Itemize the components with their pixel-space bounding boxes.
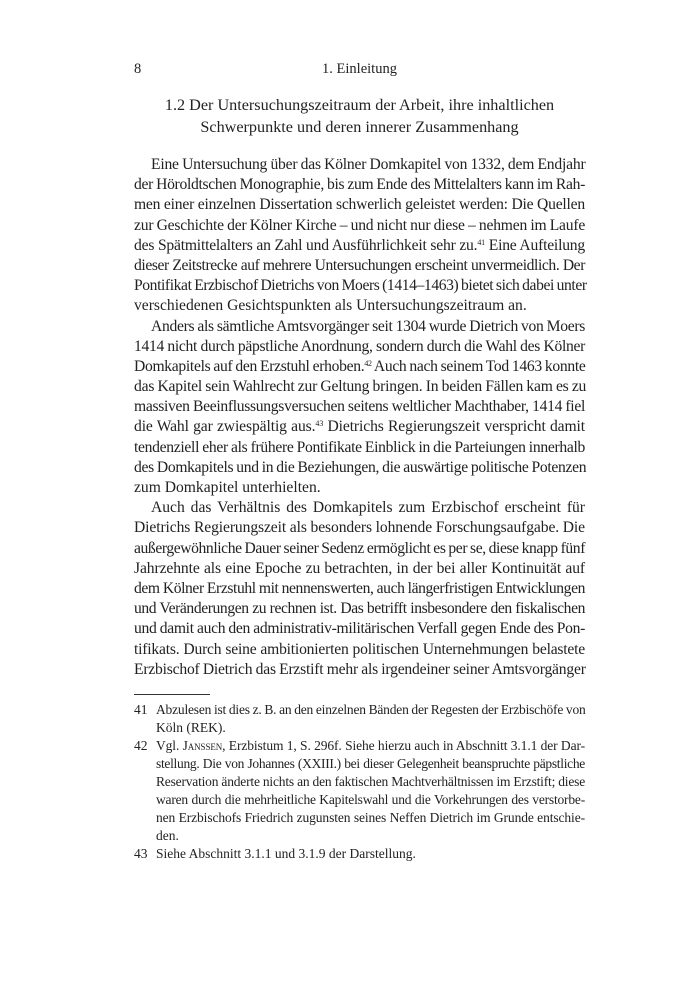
footnote-body bbox=[156, 737, 585, 845]
text-line: dieser Zeitstrecke auf mehrere Untersuchungen erscheint unvermeidlich. Der bbox=[134, 256, 585, 274]
text-segment: Eine Aufteilung bbox=[484, 236, 585, 254]
footnote-line: den. bbox=[156, 827, 179, 843]
text-line: Auch das Verhältnis des Domkapitels zum Erzbischof erscheint für bbox=[151, 499, 585, 517]
footnote-41 bbox=[134, 701, 585, 737]
section-heading-line: 1.2 Der Untersuchungszeitraum der Arbeit, ihre inhaltlichen bbox=[164, 96, 555, 114]
footnote-43 bbox=[134, 845, 585, 863]
text-line: Pontifikat Erzbischof Dietrichs von Moers (1414–1463) bietet sich dabei unter bbox=[134, 277, 587, 295]
text-line: und Veränderungen zu rechnen ist. Das betrifft insbesondere den fiskalischen bbox=[134, 600, 585, 618]
text-line: das Kapitel sein Wahlrecht zur Geltung bringen. In beiden Fällen kam es zu bbox=[134, 378, 587, 396]
footnote-line: Siehe Abschnitt 3.1.1 und 3.1.9 der Darstellung. bbox=[156, 845, 416, 861]
text-segment: Auch nach seinem Tod 1463 konnte bbox=[371, 357, 586, 375]
text-line: außergewöhnliche Dauer seiner Sedenz ermöglicht es per se, diese knapp fünf bbox=[134, 539, 585, 557]
footnote-line: nen Erzbischofs Friedrich zugunsten seines Neffen Dietrich im Grunde entschie- bbox=[156, 809, 585, 825]
text-line: men einer einzelnen Dissertation schwerlich geleistet werden: Die Quellen bbox=[134, 196, 585, 214]
page-number: 8 bbox=[134, 61, 142, 77]
footnote-reference[interactable]: 42 bbox=[364, 358, 372, 368]
footnote-separator bbox=[134, 694, 210, 695]
footnote-body bbox=[156, 701, 585, 737]
footnote-line: stellung. Die von Johannes (XXIII.) bei dieser Gelegenheit beanspruchte päpstliche bbox=[156, 755, 585, 771]
text-line: und damit auch den administrativ-militärischen Verfall gegen Ende des Pon- bbox=[134, 620, 585, 638]
text-line: tendenziell eher als frühere Pontifikate Einblick in die Parteiungen innerhalb bbox=[134, 438, 585, 456]
footnote-number: 41 bbox=[134, 701, 148, 717]
paragraph bbox=[134, 155, 585, 317]
text-line: Erzbischof Dietrich das Erzstift mehr als irgendeiner seiner Amtsvorgänger bbox=[134, 660, 586, 678]
text-segment: die Wahl gar zwiespältig aus. bbox=[134, 418, 316, 436]
footnote-line bbox=[156, 737, 585, 755]
text-line: massiven Beeinflussungsversuchen seitens weltlicher Machthaber, 1414 fiel bbox=[134, 398, 585, 416]
footnote-line: Köln (REK). bbox=[156, 719, 226, 735]
footnote-reference[interactable]: 43 bbox=[315, 419, 324, 429]
section-heading bbox=[134, 94, 585, 138]
section-heading-line: Schwerpunkte und deren innerer Zusammenhang bbox=[200, 118, 519, 136]
text-segment: Domkapitels auf den Erzstuhl erhoben. bbox=[134, 357, 365, 375]
footnote-line: Reservation änderte nichts an den faktischen Machtverhältnissen im Erzstift; diese bbox=[156, 773, 585, 789]
paragraph bbox=[134, 317, 585, 499]
text-segment: Dietrichs Regierungszeit verspricht damit bbox=[323, 418, 586, 436]
footnote-body bbox=[156, 845, 585, 863]
running-head bbox=[134, 58, 585, 80]
text-line: verschiedenen Gesichtspunkten als Untersuchungszeitraum an. bbox=[134, 297, 527, 315]
text-line: tifikats. Durch seine ambitionierten politischen Unternehmungen belastete bbox=[134, 640, 585, 658]
text-line: Eine Untersuchung über das Kölner Domkapitel von 1332, dem Endjahr bbox=[151, 156, 586, 173]
footnotes bbox=[134, 701, 585, 863]
cited-author: Janssen bbox=[182, 737, 223, 753]
book-page bbox=[134, 58, 585, 863]
footnote-reference[interactable]: 41 bbox=[477, 237, 485, 247]
body-text bbox=[134, 155, 585, 680]
text-line bbox=[134, 236, 585, 256]
text-line: dem Kölner Erzstuhl mit nennenswerten, auch längerfristigen Entwicklungen bbox=[134, 579, 585, 597]
text-segment: des Spätmittelalters an Zahl und Ausführlichkeit sehr zu. bbox=[134, 236, 478, 254]
footnote-number: 43 bbox=[134, 845, 148, 861]
footnote-line: waren durch die mehrheitliche Kapitelswahl und die Vorkehrungen des verstorbe- bbox=[156, 791, 585, 807]
footnote-line: Abzulesen ist dies z. B. an den einzelnen Bänden der Regesten der Erzbischöfe von bbox=[156, 701, 586, 717]
text-line bbox=[134, 417, 585, 437]
text-line: 1414 nicht durch päpstliche Anordnung, sondern durch die Wahl des Kölner bbox=[134, 337, 585, 355]
footnote-text: , Erzbistum 1, S. 296f. Siehe hierzu auch in Abschnitt 3.1.1 der Dar- bbox=[222, 737, 585, 753]
text-line: des Domkapitels und in die Beziehungen, die auswärtige politische Potenzen bbox=[134, 458, 587, 476]
text-line: zum Domkapitel unterhielten. bbox=[134, 479, 321, 496]
text-line: Dietrichs Regierungszeit als besonders lohnende Forschungsaufgabe. Die bbox=[134, 519, 585, 537]
paragraph bbox=[134, 498, 585, 680]
footnote-number: 42 bbox=[134, 737, 148, 753]
text-line: zur Geschichte der Kölner Kirche – und nicht nur diese – nehmen im Laufe bbox=[134, 216, 586, 234]
text-line: Anders als sämtliche Amtsvorgänger seit 1304 wurde Dietrich von Moers bbox=[151, 317, 585, 335]
footnote-prefix: Vgl. bbox=[156, 737, 183, 753]
text-line: Jahrzehnte als eine Epoche zu betrachten, in der bei aller Kontinuität auf bbox=[134, 559, 585, 577]
chapter-running-title: 1. Einleitung bbox=[322, 61, 397, 77]
footnote-42 bbox=[134, 737, 585, 845]
text-line: der Höroldtschen Monographie, bis zum Ende des Mittelalters kann im Rah- bbox=[134, 176, 585, 194]
text-line bbox=[134, 357, 585, 377]
